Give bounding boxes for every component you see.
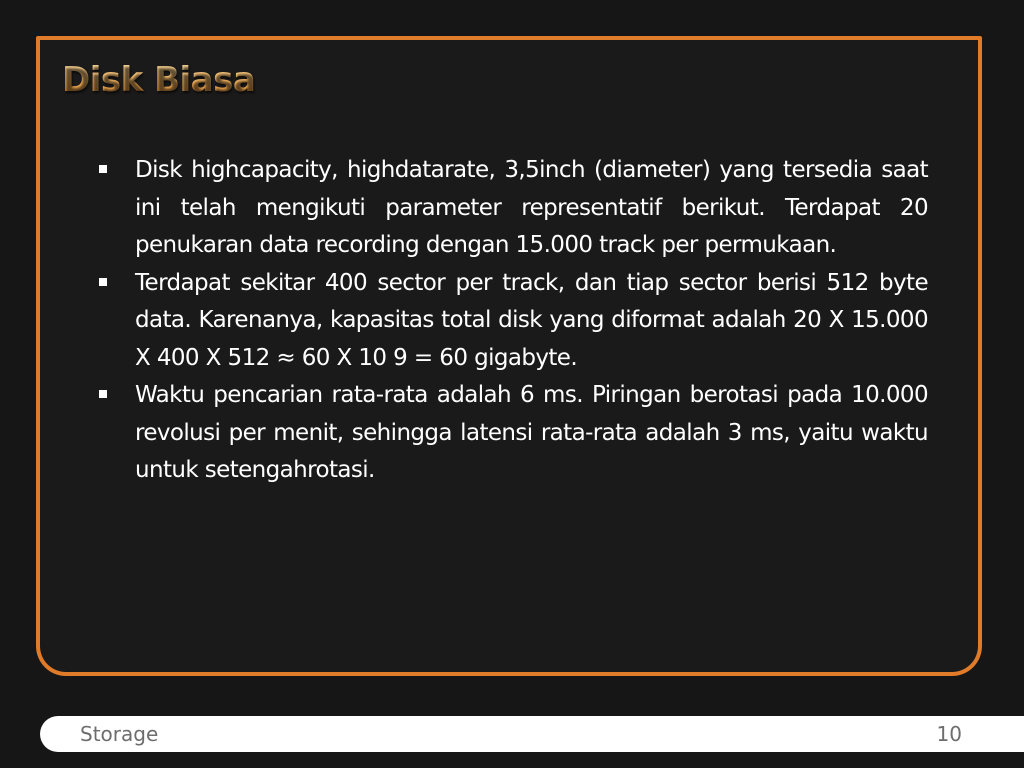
bullet-text: Disk highcapacity, highdatarate, 3,5inch (diameter) yang tersedia saat ini telah mengikuti parameter representatif berikut. Terdapat 20 penukaran data recording dengan 15.000 track per permukaan. — [135, 157, 928, 258]
bullet-item — [96, 377, 928, 490]
bullet-text: Waktu pencarian rata-rata adalah 6 ms. Piringan berotasi pada 10.000 revolusi per menit, sehingga latensi rata-rata adalah 3 ms, yaitu waktu untuk setengahrotasi. — [135, 382, 928, 483]
bullet-item — [96, 152, 928, 265]
page-number: 10 — [936, 722, 962, 746]
bullet-text: Terdapat sekitar 400 sector per track, dan tiap sector berisi 512 byte data. Karenanya, kapasitas total disk yang diformat adalah 20 X 15.000 X 400 X 512 ≈ 60 X 10 9 = 60 gigabyte. — [135, 269, 928, 371]
square-bullet-icon — [99, 165, 107, 173]
bullet-list — [96, 152, 928, 490]
square-bullet-icon — [99, 278, 107, 286]
slide-title: Disk Biasa — [62, 60, 256, 100]
footer-label: Storage — [80, 722, 159, 746]
footer-bar — [40, 716, 1024, 752]
square-bullet-icon — [99, 390, 107, 398]
bullet-item — [96, 265, 928, 378]
